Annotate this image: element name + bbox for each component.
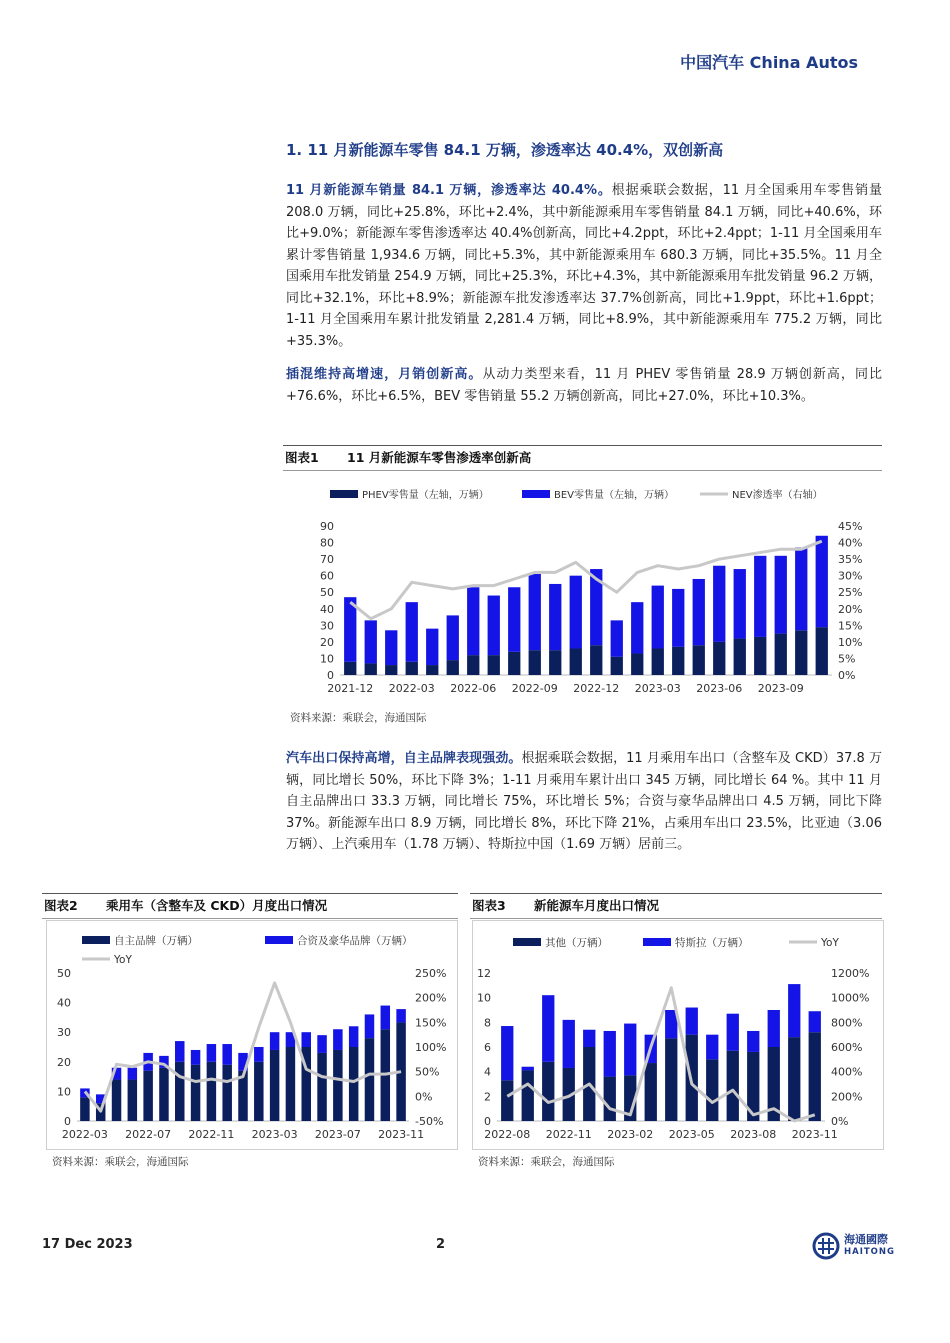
figure-number: 图表3 — [472, 898, 506, 913]
bar-segment-series1 — [191, 1065, 200, 1121]
bar-segment-series1 — [365, 663, 377, 675]
y-right-tick-label: 5% — [838, 652, 856, 666]
y-right-tick-label: 200% — [831, 1090, 863, 1104]
bar-segment-series1 — [467, 655, 479, 675]
y-left-tick-label: 12 — [477, 967, 491, 980]
figure-number: 图表1 — [285, 450, 319, 465]
bar-segment-series2 — [333, 1029, 342, 1050]
line-series — [350, 541, 822, 619]
bar-segment-series2 — [652, 586, 664, 649]
bar-segment-series2 — [713, 566, 725, 642]
bar-segment-series1 — [80, 1097, 89, 1121]
bar-segment-series1 — [159, 1068, 168, 1121]
bar-segment-series1 — [604, 1077, 616, 1121]
x-tick-label: 2022-08 — [484, 1128, 531, 1141]
section-title: 1. 11 月新能源车零售 84.1 万辆，渗透率达 40.4%，双创新高 — [286, 141, 724, 159]
y-right-tick-label: 40% — [838, 536, 863, 550]
bar-segment-series1 — [645, 1063, 657, 1121]
figure-1 — [283, 445, 882, 471]
paragraph-body: 根据乘联会数据，11 月乘用车出口（含整车及 CKD）37.8 万辆，同比增长 50%，环比下降 3%；1-11 月乘用车累计出口 345 万辆，同比增长 64 %。其中 11 月自主品牌出口 33.3 万辆，同比增长 75%，环比增长 5%；合资与豪华品牌出口 4.5 万辆，同比下降 37%。新能源车出口 8.9 万辆，同比增长 8%，环比下降 21%，占乘用车出口 23.5%，比亚迪（3.06 万辆）、上汽乘用车（1.78 万辆）、特斯拉中国（1.69 万辆）居前三。 — [286, 751, 882, 852]
bar-segment-series1 — [775, 634, 787, 675]
logo-text-cn: 海通國際 — [844, 1233, 888, 1246]
bar-segment-series2 — [747, 1031, 759, 1052]
y-left-tick-label: 10 — [57, 1085, 71, 1099]
y-right-tick-label: 600% — [831, 1041, 863, 1054]
y-left-tick-label: 20 — [320, 635, 334, 649]
figure-title: 新能源车月度出口情况 — [534, 898, 660, 913]
figure-caption — [470, 894, 882, 919]
bar-segment-series1 — [143, 1071, 152, 1121]
y-left-tick-label: 40 — [320, 602, 334, 616]
legend-swatch — [522, 490, 550, 498]
bar-segment-series1 — [549, 650, 561, 675]
haitong-logo-icon — [812, 1232, 840, 1260]
bar-segment-series1 — [426, 665, 438, 675]
page-number: 2 — [436, 1237, 446, 1252]
y-left-tick-label: 60 — [320, 569, 334, 583]
y-left-tick-label: 8 — [484, 1016, 491, 1030]
bar-segment-series1 — [529, 650, 541, 675]
bar-segment-series2 — [222, 1044, 231, 1065]
bar-segment-series2 — [693, 579, 705, 645]
y-right-tick-label: 50% — [415, 1065, 440, 1079]
paragraph-lead: 11 月新能源车销量 84.1 万辆，渗透率达 40.4%。 — [286, 183, 612, 198]
x-tick-label: 2022-12 — [573, 682, 620, 695]
bar-segment-series1 — [727, 1051, 739, 1121]
y-right-tick-label: 1200% — [831, 967, 870, 980]
bar-segment-series1 — [713, 642, 725, 675]
bar-segment-series1 — [788, 1037, 800, 1121]
y-right-tick-label: 0% — [838, 669, 856, 682]
bar-segment-series2 — [128, 1068, 137, 1080]
bar-segment-series2 — [365, 620, 377, 663]
y-right-tick-label: 1000% — [831, 991, 870, 1005]
bar-segment-series2 — [624, 1024, 636, 1076]
bar-segment-series1 — [672, 647, 684, 675]
legend-swatch — [265, 936, 293, 944]
y-left-tick-label: 90 — [320, 520, 334, 533]
bar-segment-series2 — [488, 596, 500, 656]
paragraph-phev — [286, 364, 882, 407]
bar-segment-series1 — [795, 630, 807, 675]
y-left-tick-label: 30 — [320, 619, 334, 633]
legend-label: 特斯拉（万辆） — [675, 937, 749, 949]
legend-swatch — [643, 938, 671, 946]
x-tick-label: 2023-11 — [791, 1128, 838, 1141]
bar-segment-series2 — [349, 1026, 358, 1047]
x-tick-label: 2022-03 — [61, 1128, 108, 1141]
chart-1-svg — [290, 476, 880, 704]
bar-segment-series1 — [706, 1059, 718, 1121]
bar-segment-series2 — [563, 1020, 575, 1068]
legend-swatch — [82, 936, 110, 944]
bar-segment-series2 — [467, 587, 479, 655]
figure-caption — [42, 894, 458, 919]
chart-3-container — [472, 920, 884, 1150]
figure-title: 乘用车（含整车及 CKD）月度出口情况 — [106, 898, 328, 913]
bar-segment-series1 — [652, 649, 664, 675]
bar-segment-series2 — [175, 1041, 184, 1062]
bar-segment-series1 — [447, 660, 459, 675]
bar-segment-series1 — [501, 1080, 513, 1121]
bar-segment-series2 — [775, 556, 787, 634]
bar-segment-series2 — [611, 620, 623, 656]
bar-segment-series1 — [112, 1080, 121, 1121]
bar-segment-series1 — [590, 645, 602, 675]
x-tick-label: 2021-12 — [327, 682, 374, 695]
bar-segment-series2 — [207, 1044, 216, 1062]
y-right-tick-label: -50% — [415, 1115, 444, 1128]
y-right-tick-label: 10% — [838, 635, 863, 649]
bar-segment-series2 — [191, 1050, 200, 1065]
bar-segment-series1 — [734, 639, 746, 675]
y-right-tick-label: 35% — [838, 553, 863, 567]
y-left-tick-label: 80 — [320, 536, 334, 550]
bar-segment-series1 — [333, 1050, 342, 1121]
paragraph-lead: 汽车出口保持高增，自主品牌表现强劲。 — [286, 751, 522, 766]
x-tick-label: 2023-05 — [668, 1128, 715, 1141]
bar-segment-series2 — [301, 1032, 310, 1047]
bar-segment-series2 — [734, 569, 746, 639]
bar-segment-series2 — [788, 984, 800, 1037]
bar-segment-series2 — [317, 1035, 326, 1053]
x-tick-label: 2023-02 — [607, 1128, 654, 1141]
bar-segment-series1 — [488, 655, 500, 675]
bar-segment-series2 — [385, 630, 397, 665]
y-right-tick-label: 15% — [838, 619, 863, 633]
bar-segment-series1 — [385, 665, 397, 675]
x-tick-label: 2022-09 — [511, 682, 558, 695]
bar-segment-series2 — [406, 602, 418, 662]
bar-segment-series1 — [611, 657, 623, 675]
bar-segment-series2 — [396, 1009, 405, 1022]
y-left-tick-label: 2 — [484, 1090, 491, 1104]
bar-segment-series1 — [809, 1032, 821, 1121]
legend-label: BEV零售量（左轴，万辆） — [554, 490, 675, 501]
figure-source: 资料来源：乘联会，海通国际 — [290, 712, 427, 724]
paragraph-lead: 插混维持高增速，月销创新高。 — [286, 367, 483, 382]
bar-segment-series1 — [406, 662, 418, 675]
bar-segment-series2 — [809, 1011, 821, 1032]
bar-segment-series2 — [501, 1026, 513, 1080]
legend-label: YoY — [821, 937, 839, 949]
haitong-logo — [812, 1228, 912, 1264]
report-header-title: 中国汽车 China Autos — [680, 53, 858, 72]
y-right-tick-label: 400% — [831, 1065, 863, 1079]
x-tick-label: 2023-07 — [314, 1128, 361, 1141]
bar-segment-series1 — [175, 1062, 184, 1121]
legend-label: 合资及豪华品牌（万辆） — [297, 935, 413, 947]
legend-label: NEV渗透率（右轴） — [732, 490, 823, 501]
bar-segment-series2 — [270, 1032, 279, 1050]
bar-segment-series2 — [426, 629, 438, 665]
y-left-tick-label: 40 — [57, 996, 71, 1010]
y-right-tick-label: 250% — [415, 967, 447, 980]
x-tick-label: 2023-08 — [730, 1128, 777, 1141]
y-left-tick-label: 6 — [484, 1041, 491, 1054]
bar-segment-series2 — [672, 589, 684, 647]
figure-source: 资料来源：乘联会，海通国际 — [52, 1156, 189, 1168]
bar-segment-series2 — [447, 615, 459, 660]
bar-segment-series2 — [631, 602, 643, 653]
bar-segment-series2 — [768, 1010, 780, 1047]
footer-date: 17 Dec 2023 — [42, 1237, 133, 1252]
bar-segment-series1 — [631, 653, 643, 675]
figure-number: 图表2 — [44, 898, 78, 913]
bar-segment-series2 — [706, 1035, 718, 1060]
y-left-tick-label: 0 — [484, 1115, 491, 1128]
bar-segment-series1 — [317, 1053, 326, 1121]
bar-segment-series1 — [693, 645, 705, 675]
legend-swatch — [330, 490, 358, 498]
y-right-tick-label: 100% — [415, 1041, 447, 1054]
bar-segment-series2 — [254, 1047, 263, 1062]
bar-segment-series2 — [570, 576, 582, 649]
bar-segment-series2 — [522, 1067, 534, 1071]
bar-segment-series1 — [570, 649, 582, 675]
y-right-tick-label: 200% — [415, 991, 447, 1005]
x-tick-label: 2023-06 — [696, 682, 743, 695]
y-right-tick-label: 150% — [415, 1016, 447, 1030]
bar-segment-series2 — [549, 584, 561, 650]
figure-title: 11 月新能源车零售渗透率创新高 — [347, 450, 532, 465]
legend-label: 自主品牌（万辆） — [114, 935, 198, 947]
bar-segment-series2 — [727, 1014, 739, 1051]
bar-segment-series1 — [254, 1062, 263, 1121]
bar-segment-series1 — [522, 1070, 534, 1121]
bar-segment-series1 — [222, 1065, 231, 1121]
bar-segment-series1 — [508, 652, 520, 675]
x-tick-label: 2023-09 — [757, 682, 804, 695]
bar-segment-series2 — [795, 548, 807, 631]
bar-segment-series2 — [381, 1006, 390, 1030]
figure-2 — [42, 893, 458, 919]
y-right-tick-label: 45% — [838, 520, 863, 533]
bar-segment-series2 — [816, 536, 828, 627]
bar-segment-series2 — [604, 1031, 616, 1077]
figure-caption — [283, 446, 882, 471]
x-tick-label: 2022-06 — [450, 682, 497, 695]
x-tick-label: 2022-11 — [545, 1128, 592, 1141]
bar-segment-series1 — [665, 1038, 677, 1121]
chart-3-svg — [473, 921, 883, 1149]
bar-segment-series2 — [542, 995, 554, 1062]
bar-segment-series1 — [754, 637, 766, 675]
legend-swatch — [513, 938, 541, 946]
bar-segment-series1 — [365, 1038, 374, 1121]
y-left-tick-label: 0 — [327, 669, 334, 682]
y-left-tick-label: 20 — [57, 1055, 71, 1069]
bar-segment-series1 — [128, 1080, 137, 1121]
y-left-tick-label: 50 — [320, 586, 334, 600]
bar-segment-series2 — [583, 1030, 595, 1047]
legend-label: YoY — [114, 954, 132, 966]
chart-2-svg — [47, 921, 457, 1149]
figure-3 — [470, 893, 882, 919]
x-tick-label: 2023-11 — [378, 1128, 425, 1141]
y-right-tick-label: 30% — [838, 569, 863, 583]
y-left-tick-label: 4 — [484, 1065, 491, 1079]
bar-segment-series2 — [686, 1008, 698, 1035]
legend-label: PHEV零售量（左轴，万辆） — [362, 490, 489, 501]
x-tick-label: 2022-07 — [125, 1128, 172, 1141]
figure-source: 资料来源：乘联会，海通国际 — [478, 1156, 615, 1168]
y-left-tick-label: 50 — [57, 967, 71, 980]
y-left-tick-label: 0 — [64, 1115, 71, 1128]
bar-segment-series1 — [542, 1062, 554, 1121]
y-right-tick-label: 25% — [838, 586, 863, 600]
logo-text-en: HAITONG — [844, 1247, 895, 1257]
paragraph-exports — [286, 748, 882, 856]
bar-segment-series1 — [349, 1047, 358, 1121]
y-right-tick-label: 800% — [831, 1016, 863, 1030]
bar-segment-series1 — [207, 1062, 216, 1121]
paragraph-nev-sales — [286, 180, 882, 352]
x-tick-label: 2022-03 — [388, 682, 435, 695]
bar-segment-series1 — [816, 627, 828, 675]
y-left-tick-label: 30 — [57, 1026, 71, 1040]
y-right-tick-label: 20% — [838, 602, 863, 616]
legend-label: 其他（万辆） — [545, 937, 608, 949]
bar-segment-series1 — [270, 1050, 279, 1121]
paragraph-body: 根据乘联会数据，11 月全国乘用车零售销量 208.0 万辆，同比+25.8%，环比+2.4%，其中新能源乘用车零售销量 84.1 万辆，同比+40.6%，环比+9.0%；新能源车零售渗透率达 40.4%创新高，同比+4.2ppt，环比+2.4ppt；1-11 月全国乘用车累计零售销量 1,934.6 万辆，同比+5.3%，其中新能源乘用车 680.3 万辆，同比+35.5%。11 月全国乘用车批发销量 254.9 万辆，同比+25.3%，环比+4.3%，其中新能源乘用车批发销量 96.2 万辆，同比+32.1%，环比+8.9%；新能源车批发渗透率达 37.7%创新高，同比+1.9ppt，环比+1.6ppt；1-11 月全国乘用车累计批发销量 2,281.4 万辆，同比+8.9%，其中新能源乘用车 775.2 万辆，同比+35.3%。 — [286, 183, 882, 349]
y-left-tick-label: 70 — [320, 553, 334, 567]
y-left-tick-label: 10 — [320, 652, 334, 666]
chart-1-container — [290, 476, 880, 704]
y-right-tick-label: 0% — [831, 1115, 849, 1128]
bar-segment-series1 — [344, 662, 356, 675]
bar-segment-series1 — [286, 1047, 295, 1121]
y-left-tick-label: 10 — [477, 991, 491, 1005]
x-tick-label: 2023-03 — [634, 682, 681, 695]
x-tick-label: 2023-03 — [251, 1128, 298, 1141]
bar-segment-series2 — [365, 1014, 374, 1038]
paragraph-body: 从动力类型来看，11 月 PHEV 零售销量 28.9 万辆创新高，同比+76.6%，环比+6.5%，BEV 零售销量 55.2 万辆创新高，同比+27.0%，环比+10.3%。 — [286, 367, 882, 404]
x-tick-label: 2022-11 — [188, 1128, 235, 1141]
bar-segment-series2 — [529, 574, 541, 650]
bar-segment-series2 — [508, 587, 520, 652]
bar-segment-series2 — [754, 556, 766, 637]
y-right-tick-label: 0% — [415, 1090, 433, 1104]
chart-2-container — [46, 920, 458, 1150]
